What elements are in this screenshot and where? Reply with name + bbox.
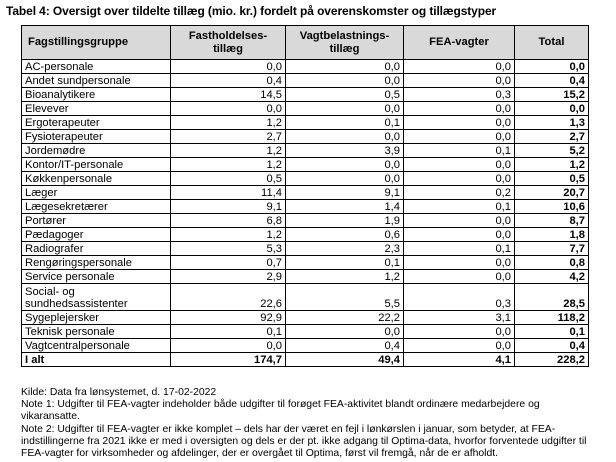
table-row xyxy=(22,284,589,311)
cell-fea: 0,0 xyxy=(404,130,515,144)
cell-vagt: 3,9 xyxy=(286,144,404,158)
cell-total: 1,8 xyxy=(515,228,589,242)
sum-row xyxy=(22,353,589,367)
cell-fea: 0,0 xyxy=(404,60,515,74)
row-label: Sygeplejersker xyxy=(22,311,171,325)
row-label: Service personale xyxy=(22,270,171,284)
header-total: Total xyxy=(515,26,589,60)
cell-vagt: 0,0 xyxy=(286,172,404,186)
cell-fasthold: 0,0 xyxy=(171,339,286,353)
cell-fea: 0,2 xyxy=(404,186,515,200)
table-row xyxy=(22,186,589,200)
header-row xyxy=(22,26,589,60)
cell-fasthold: 2,9 xyxy=(171,270,286,284)
cell-fea: 0,0 xyxy=(404,270,515,284)
cell-fea: 0,1 xyxy=(404,242,515,256)
cell-fasthold: 1,2 xyxy=(171,144,286,158)
header-fea: FEA-vagter xyxy=(404,26,515,60)
cell-vagt: 0,0 xyxy=(286,74,404,88)
cell-fea: 0,0 xyxy=(404,228,515,242)
cell-vagt: 1,4 xyxy=(286,200,404,214)
cell-vagt: 0,6 xyxy=(286,228,404,242)
cell-total: 1,2 xyxy=(515,158,589,172)
cell-fea: 0,0 xyxy=(404,102,515,116)
table-row xyxy=(22,116,589,130)
cell-total: 0,8 xyxy=(515,256,589,270)
table-row xyxy=(22,172,589,186)
notes xyxy=(21,387,593,460)
cell-total: 0,4 xyxy=(515,339,589,353)
row-label: Jordemødre xyxy=(22,144,171,158)
note-2: Note 2: Udgifter til FEA-vagter er ikke komplet – dels har der været en fejl i lønkørslen i januar, som betyder, at FEA-indstillingerne fra 2021 ikke er med i oversigten og dels er der pt. ikke adgang til Optima-data, hvorfor forventede udgifter til FEA-vagter for virksomheder og afdelinger, der er overgået til Optima, først vil fremgå, når de er afholdt. xyxy=(21,423,587,460)
table-row xyxy=(22,214,589,228)
cell-fasthold: 0,0 xyxy=(171,60,286,74)
header-fasthold: Fastholdelses-tillæg xyxy=(171,26,286,60)
cell-total: 2,7 xyxy=(515,130,589,144)
cell-fea: 0,1 xyxy=(404,200,515,214)
cell-total: 10,6 xyxy=(515,200,589,214)
cell-total: 0,1 xyxy=(515,325,589,339)
cell-fasthold: 0,7 xyxy=(171,256,286,270)
cell-fea: 0,0 xyxy=(404,339,515,353)
supplement-table xyxy=(21,25,589,367)
cell-vagt: 22,2 xyxy=(286,311,404,325)
cell-total: 15,2 xyxy=(515,88,589,102)
cell-total: 118,2 xyxy=(515,311,589,325)
cell-fea: 0,0 xyxy=(404,325,515,339)
sum-label: I alt xyxy=(22,353,171,367)
cell-vagt: 5,5 xyxy=(286,284,404,311)
table-row xyxy=(22,158,589,172)
cell-fea: 0,1 xyxy=(404,144,515,158)
cell-fasthold: 1,2 xyxy=(171,158,286,172)
cell-fasthold: 9,1 xyxy=(171,200,286,214)
row-label: Ergoterapeuter xyxy=(22,116,171,130)
cell-total: 1,3 xyxy=(515,116,589,130)
cell-vagt: 0,4 xyxy=(286,339,404,353)
header-group: Fagstillingsgruppe xyxy=(22,26,171,60)
cell-vagt: 0,5 xyxy=(286,88,404,102)
table-row xyxy=(22,102,589,116)
row-label: Elevever xyxy=(22,102,171,116)
cell-fasthold: 0,1 xyxy=(171,325,286,339)
table-row xyxy=(22,88,589,102)
row-label: Fysioterapeuter xyxy=(22,130,171,144)
row-label: Social- og sundhedsassistenter xyxy=(22,284,171,311)
row-label: Rengøringspersonale xyxy=(22,256,171,270)
cell-fasthold: 0,0 xyxy=(171,102,286,116)
sum-fasthold: 174,7 xyxy=(171,353,286,367)
cell-fea: 0,0 xyxy=(404,256,515,270)
source-note: Kilde: Data fra lønsystemet, d. 17-02-2022 xyxy=(21,387,217,398)
cell-fea: 3,1 xyxy=(404,311,515,325)
table-row xyxy=(22,200,589,214)
cell-total: 0,4 xyxy=(515,74,589,88)
cell-fasthold: 2,7 xyxy=(171,130,286,144)
row-label: Læger xyxy=(22,186,171,200)
row-label: Teknisk personale xyxy=(22,325,171,339)
cell-fasthold: 1,2 xyxy=(171,116,286,130)
cell-total: 4,2 xyxy=(515,270,589,284)
cell-total: 0,5 xyxy=(515,172,589,186)
row-label: Bioanalytikere xyxy=(22,88,171,102)
row-label: Køkkenpersonale xyxy=(22,172,171,186)
table-row xyxy=(22,270,589,284)
cell-fasthold: 92,9 xyxy=(171,311,286,325)
table-body xyxy=(22,60,589,367)
sum-vagt: 49,4 xyxy=(286,353,404,367)
header-vagt: Vagtbelastnings-tillæg xyxy=(286,26,404,60)
cell-vagt: 1,9 xyxy=(286,214,404,228)
table-row xyxy=(22,339,589,353)
cell-total: 8,7 xyxy=(515,214,589,228)
cell-vagt: 0,0 xyxy=(286,158,404,172)
cell-fea: 0,3 xyxy=(404,284,515,311)
sum-fea: 4,1 xyxy=(404,353,515,367)
table-row xyxy=(22,144,589,158)
cell-fasthold: 1,2 xyxy=(171,228,286,242)
table-row xyxy=(22,311,589,325)
cell-fasthold: 0,4 xyxy=(171,74,286,88)
cell-fasthold: 6,8 xyxy=(171,214,286,228)
cell-total: 28,5 xyxy=(515,284,589,311)
table-row xyxy=(22,130,589,144)
cell-vagt: 0,0 xyxy=(286,130,404,144)
cell-fea: 0,3 xyxy=(404,88,515,102)
cell-vagt: 9,1 xyxy=(286,186,404,200)
table-row xyxy=(22,325,589,339)
cell-vagt: 0,1 xyxy=(286,256,404,270)
cell-vagt: 0,0 xyxy=(286,60,404,74)
table-row xyxy=(22,60,589,74)
cell-fasthold: 11,4 xyxy=(171,186,286,200)
table-row xyxy=(22,228,589,242)
row-label: AC-personale xyxy=(22,60,171,74)
cell-fea: 0,0 xyxy=(404,116,515,130)
table-row xyxy=(22,256,589,270)
cell-total: 5,2 xyxy=(515,144,589,158)
cell-vagt: 0,0 xyxy=(286,102,404,116)
row-label: Andet sundpersonale xyxy=(22,74,171,88)
row-label: Vagtcentralpersonale xyxy=(22,339,171,353)
cell-fasthold: 5,3 xyxy=(171,242,286,256)
table-title: Tabel 4: Oversigt over tildelte tillæg (mio. kr.) fordelt på overenskomster og tillægstyper xyxy=(6,4,497,18)
table-row xyxy=(22,242,589,256)
row-label: Radiografer xyxy=(22,242,171,256)
cell-vagt: 2,3 xyxy=(286,242,404,256)
sum-total: 228,2 xyxy=(515,353,589,367)
cell-fea: 0,0 xyxy=(404,214,515,228)
cell-total: 0,0 xyxy=(515,60,589,74)
cell-fasthold: 14,5 xyxy=(171,88,286,102)
note-1: Note 1: Udgifter til FEA-vagter indeholder både udgifter til forøget FEA-aktivitet blandt ordinære medarbejdere og vikaransatte. xyxy=(21,399,540,423)
cell-fea: 0,0 xyxy=(404,158,515,172)
row-label: Pædagoger xyxy=(22,228,171,242)
cell-fea: 0,0 xyxy=(404,74,515,88)
cell-vagt: 1,2 xyxy=(286,270,404,284)
cell-fea: 0,0 xyxy=(404,172,515,186)
cell-total: 20,7 xyxy=(515,186,589,200)
cell-fasthold: 22,6 xyxy=(171,284,286,311)
table-row xyxy=(22,74,589,88)
cell-total: 0,0 xyxy=(515,102,589,116)
row-label: Portører xyxy=(22,214,171,228)
cell-vagt: 0,1 xyxy=(286,116,404,130)
cell-fasthold: 0,5 xyxy=(171,172,286,186)
row-label: Kontor/IT-personale xyxy=(22,158,171,172)
row-label: Lægesekretærer xyxy=(22,200,171,214)
cell-total: 7,7 xyxy=(515,242,589,256)
cell-vagt: 0,0 xyxy=(286,325,404,339)
